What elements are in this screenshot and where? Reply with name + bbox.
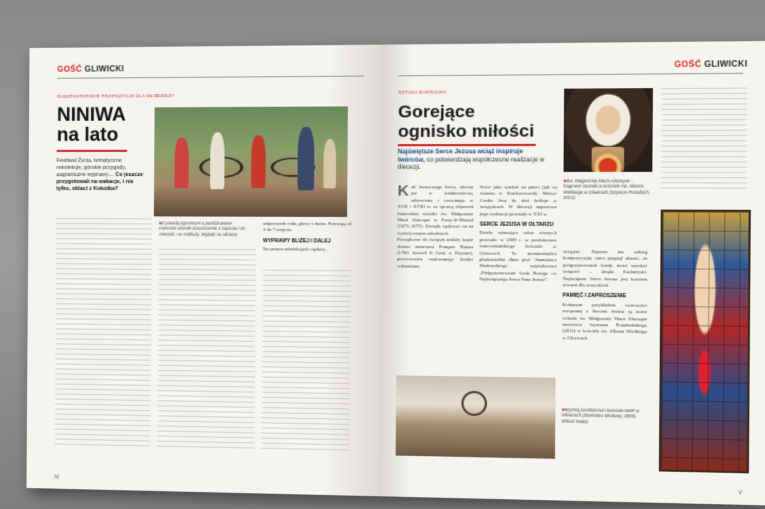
altar-heart-sculpture (461, 391, 487, 416)
col1-text: K ult Jezusowego Serca, obecny już w średniowieczu, odnowiony i rozwinięty w XVII i XVIII w. za sprawą objawień francuskiej wizytki św. Małgorzaty Marii Alacoque w Paray-le-Monial (1673–1675). Zaczęło wpływać on na wystrój wnętrz sakralnych. Początkowo do świątyń trafiały kopie obrazu autorstwa Pompeo Batoni (1760, kościół Il Gesù w Rzymie), pierwowzoru malowanego kiedyś wzbraniano (396, 182, 474, 269)
blurred-side-text (661, 88, 747, 193)
title-rule (57, 150, 127, 152)
subhead-pamiec: PAMIĘĆ I ZAPROSZENIE (562, 293, 627, 300)
title-line-2: na lato (56, 124, 119, 146)
right-header (674, 56, 747, 71)
right-page (379, 41, 765, 505)
bikes-photo (154, 106, 348, 217)
altar-caption: ■ Wystrój prezbiterium kościoła NMP w Gliwicach (Stanisław Słodowy, 2009). Witraż święty (562, 407, 649, 425)
lede: Festiwal Życia, tematyczne rekolekcje, górskie przygody, zagraniczne wyprawy… Co jeszcze przygotowali na wakacje, i nie tylko, oblaci z Kokotka? (56, 157, 144, 193)
header-rule (57, 76, 364, 79)
article-title (57, 105, 126, 145)
nun-mosaic-photo (564, 88, 653, 172)
page-number: V (738, 489, 743, 497)
blurred-text-column (55, 218, 152, 450)
title-line-1: Gorejące (398, 101, 476, 122)
lede: Najświętsze Serce Jezusa wciąż inspiruje twórców, co potwierdzają współczesne realizacje w diecezji. (397, 149, 545, 171)
heart-detail (592, 147, 625, 172)
section-tag: SZTUKA SAKRALNA (398, 89, 447, 95)
title-rule (398, 144, 536, 146)
left-column-text: odpoczynek ciała, głowy i ducha. Potrwają od 2 do 7 sierpnia. WYPRAWY BLIŻEJ I DALEJ Na samym rekolekcjach ciężkiej… (262, 220, 352, 252)
page-number: IV (54, 474, 60, 481)
section-tag: DUSZPASTERSKIE PROPOZYCJE DLA MŁODZIEŻY (57, 93, 175, 99)
stained-glass-photo (659, 210, 751, 474)
col2-text: Serce jako symbol na piersi (jak na witrażu w Karchowicach). Motyw Cordis Jesu do dziś króluje w świątyniach. W diecezji najnowsze jego realizacje powstały w XXI w. SERCE JEZUSA W OŁTARZU Dzieło niemające sobie równych powstało w 2009 r. w prezbiterium franciszkańskiego kościoła w Gliwicach. To monumentalna płaskorzeźba dłuta prof. Stanisława Słodowskiego zatytułowana „Pielgrzymowanie Ludu Bożego do Najświętszego Serca Pana Jezusa”. (479, 184, 557, 283)
article-title (398, 101, 535, 141)
title-line-2: ognisko miłości (397, 121, 535, 142)
left-page (26, 45, 381, 497)
altar-photo (396, 375, 556, 458)
title-line-1: NINIWA (56, 104, 126, 126)
blurred-text-column (261, 270, 350, 455)
dropcap: K (397, 182, 409, 200)
logo: GOŚĆ GLIWICKI (674, 58, 748, 69)
col3-text: świątyni. Poprzez ten zabieg kompozycyjny autor pragnął ukazać, że pielgrzymowanie każdy może uzyskać świętość – dzięki Eucharystii. Najświętsze Serce Jezusa jest bowiem otwarte dla wszystkich. PAMIĘĆ I ZAPROSZENIE Kolejnym przykładem twórczości związanej z Sercem Jezusa są nowe witraże św. Małgorzaty Marii Alacoque autorstwa Szymona Prandzińskiego (2012) w kościele św. Alberta Wielkiego w Gliwicach. (562, 248, 648, 341)
subhead-serce: SERCE JEZUSA W OŁTARZU (479, 221, 554, 229)
logo: GOŚĆ GLIWICKI (57, 63, 125, 74)
magazine-spread (26, 41, 765, 505)
lede-bold: Co jeszcze przygotowali na wakacje, i nie tylko, oblaci z Kokotka? (56, 171, 144, 193)
photo-caption: ■ Z prawdą ogromnym a podróżowanie rowerami wszedł oczyszczenie z zapisów i do Ameryki, I w Andiluży. Wyjady na Ukrainę. (159, 220, 251, 237)
left-header (57, 61, 124, 76)
blurred-text-column (157, 249, 255, 453)
header-rule (398, 73, 743, 77)
subhead: WYPRAWY BLIŻEJ I DALEJ (262, 237, 331, 245)
nun-caption: ■ Św. Małgorzata Maria Alacoque – fragment mozaiki w kościele św. Alberta Wielkiego w Gliwicach (Szymon Prandzich, 2012). (563, 178, 652, 201)
